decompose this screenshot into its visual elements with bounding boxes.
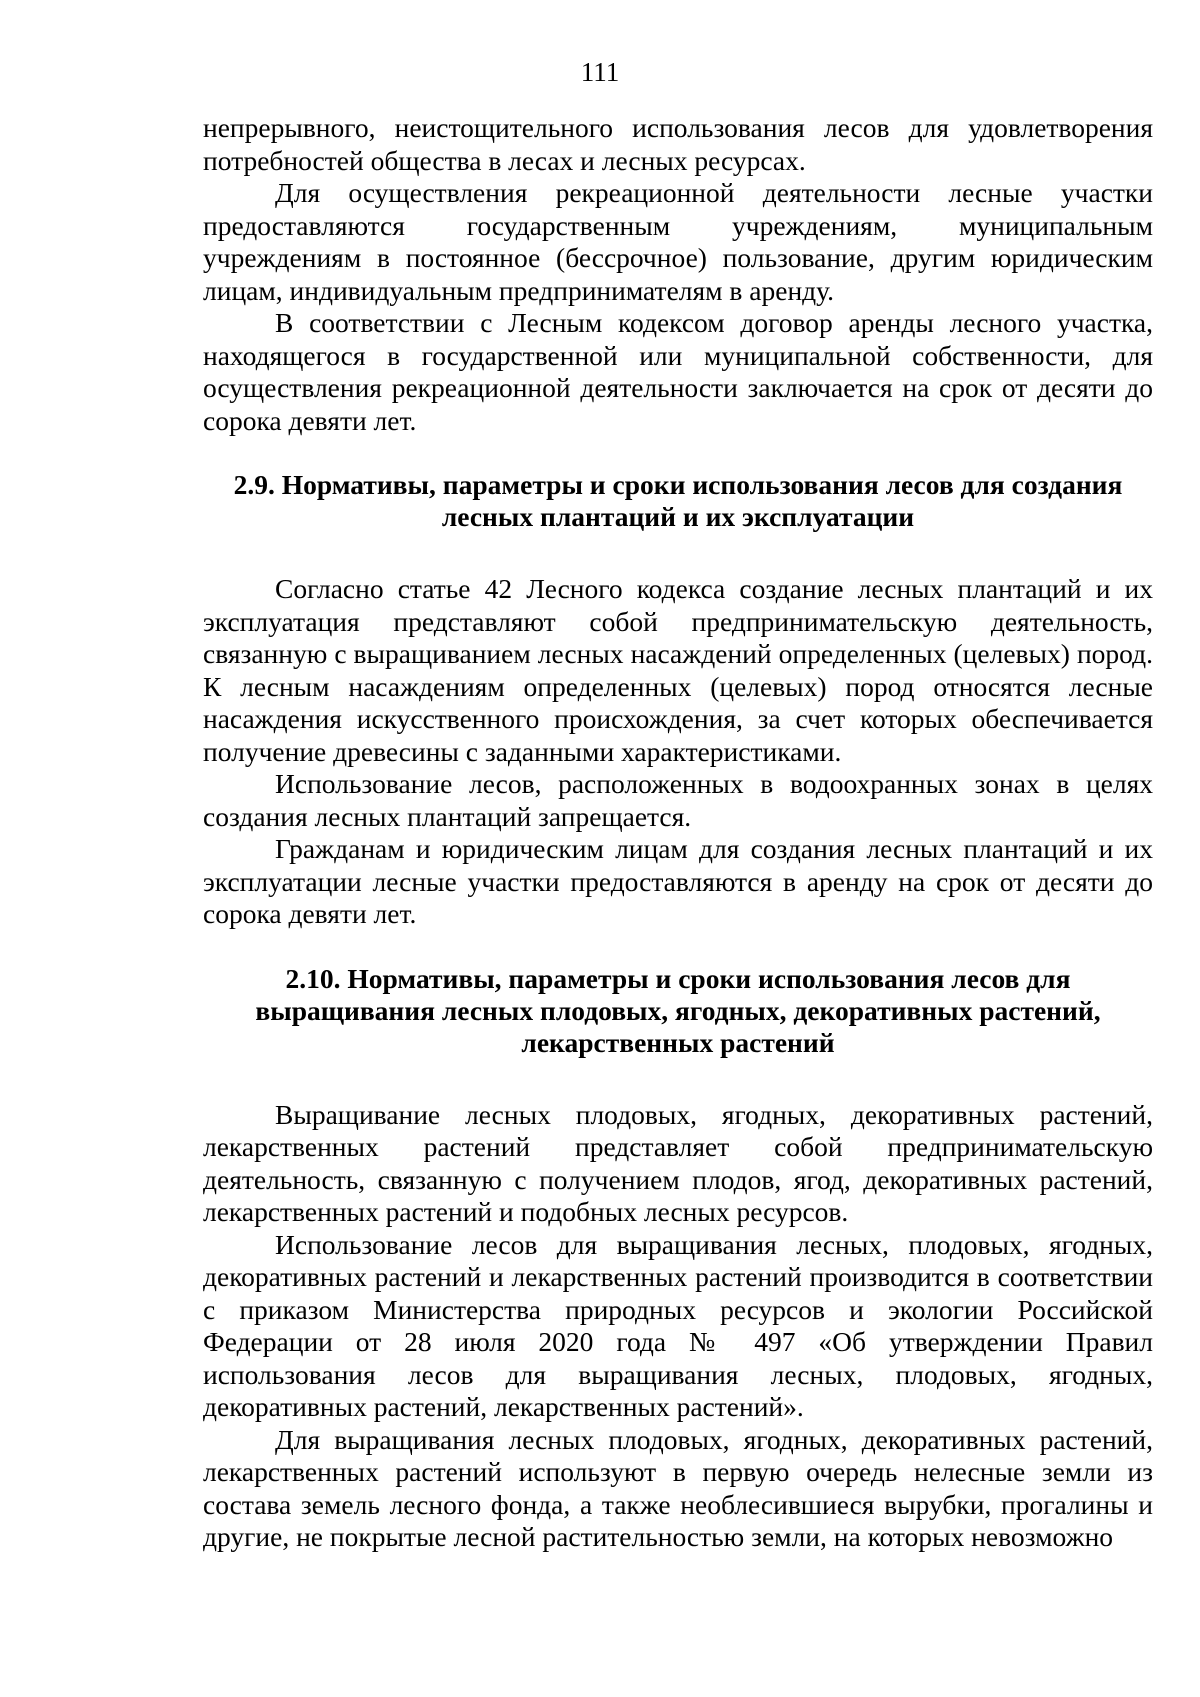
section-2-9-heading-line-2: лесных плантаций и их эксплуатации <box>441 501 915 532</box>
page-content <box>203 112 1153 1554</box>
section-2-10-paragraph-3: Для выращивания лесных плодовых, ягодных, декоративных растений, лекарственных растений используют в первую очередь нелесные земли из состава земель лесного фонда, а также необлесившиеся вырубки, прогалины и другие, не покрытые лесной растительностью земли, на которых невозможно <box>203 1423 1153 1552</box>
section-2-9-heading <box>203 469 1153 533</box>
section-2-10-heading-line-2: выращивания лесных плодовых, ягодных, декоративных растений, <box>255 994 1101 1026</box>
section-2-9-paragraph-2: Использование лесов, расположенных в водоохранных зонах в целях создания лесных плантаций запрещается. <box>203 768 1153 832</box>
spacer <box>203 1059 1153 1099</box>
section-2-9-paragraph-1: Согласно статье 42 Лесного кодекса создание лесных плантаций и их эксплуатация представляют собой предпринимательскую деятельность, связанную с выращиванием лесных насаждений определенных (целевых) пород. К лесным насаждениям определенных (целевых) пород относятся лесные насаждения искусственного происхождения, за счет которых обеспечивается получение древесины с заданными характеристиками. <box>203 573 1153 767</box>
section-2-9-paragraph-3: Гражданам и юридическим лицам для создания лесных плантаций и их эксплуатации лесные участки предоставляются в аренду на срок от десяти до сорока девяти лет. <box>203 833 1153 929</box>
section-2-9-heading-line-1: 2.9. Нормативы, параметры и сроки использования лесов для создания <box>233 469 1123 500</box>
intro-paragraph-2: Для осуществления рекреационной деятельности лесные участки предоставляются государственным учреждениям, муниципальным учреждениям в постоянное (бессрочное) пользование, другим юридическим лицам, индивидуальным предпринимателям в аренду. <box>203 177 1153 306</box>
section-2-10-heading-line-1: 2.10. Нормативы, параметры и сроки использования лесов для <box>285 962 1071 994</box>
spacer <box>203 533 1153 573</box>
spacer <box>203 931 1153 963</box>
section-2-10-paragraph-1: Выращивание лесных плодовых, ягодных, декоративных растений, лекарственных растений представляет собой предпринимательскую деятельность, связанную с получением плодов, ягод, декоративных растений, лекарственных растений и подобных лесных ресурсов. <box>203 1098 1153 1227</box>
section-2-10-paragraph-2: Использование лесов для выращивания лесных, плодовых, ягодных, декоративных растений и лекарственных растений производится в соответствии с приказом Министерства природных ресурсов и экологии Российской Федерации от 28 июля 2020 года № 497 «Об утверждении Правил использования лесов для выращивания лесных, плодовых, ягодных, декоративных растений, лекарственных растений». <box>203 1228 1153 1422</box>
spacer <box>203 437 1153 469</box>
intro-paragraph-3: В соответствии с Лесным кодексом договор аренды лесного участка, находящегося в государственной или муниципальной собственности, для осуществления рекреационной деятельности заключается на срок от десяти до сорока девяти лет. <box>203 307 1153 436</box>
intro-paragraph-1: непрерывного, неистощительного использования лесов для удовлетворения потребностей общества в лесах и лесных ресурсах. <box>203 112 1153 176</box>
page-number: 111 <box>580 57 620 87</box>
section-2-10-heading <box>203 963 1153 1059</box>
section-2-10-heading-line-3: лекарственных растений <box>521 1026 835 1058</box>
